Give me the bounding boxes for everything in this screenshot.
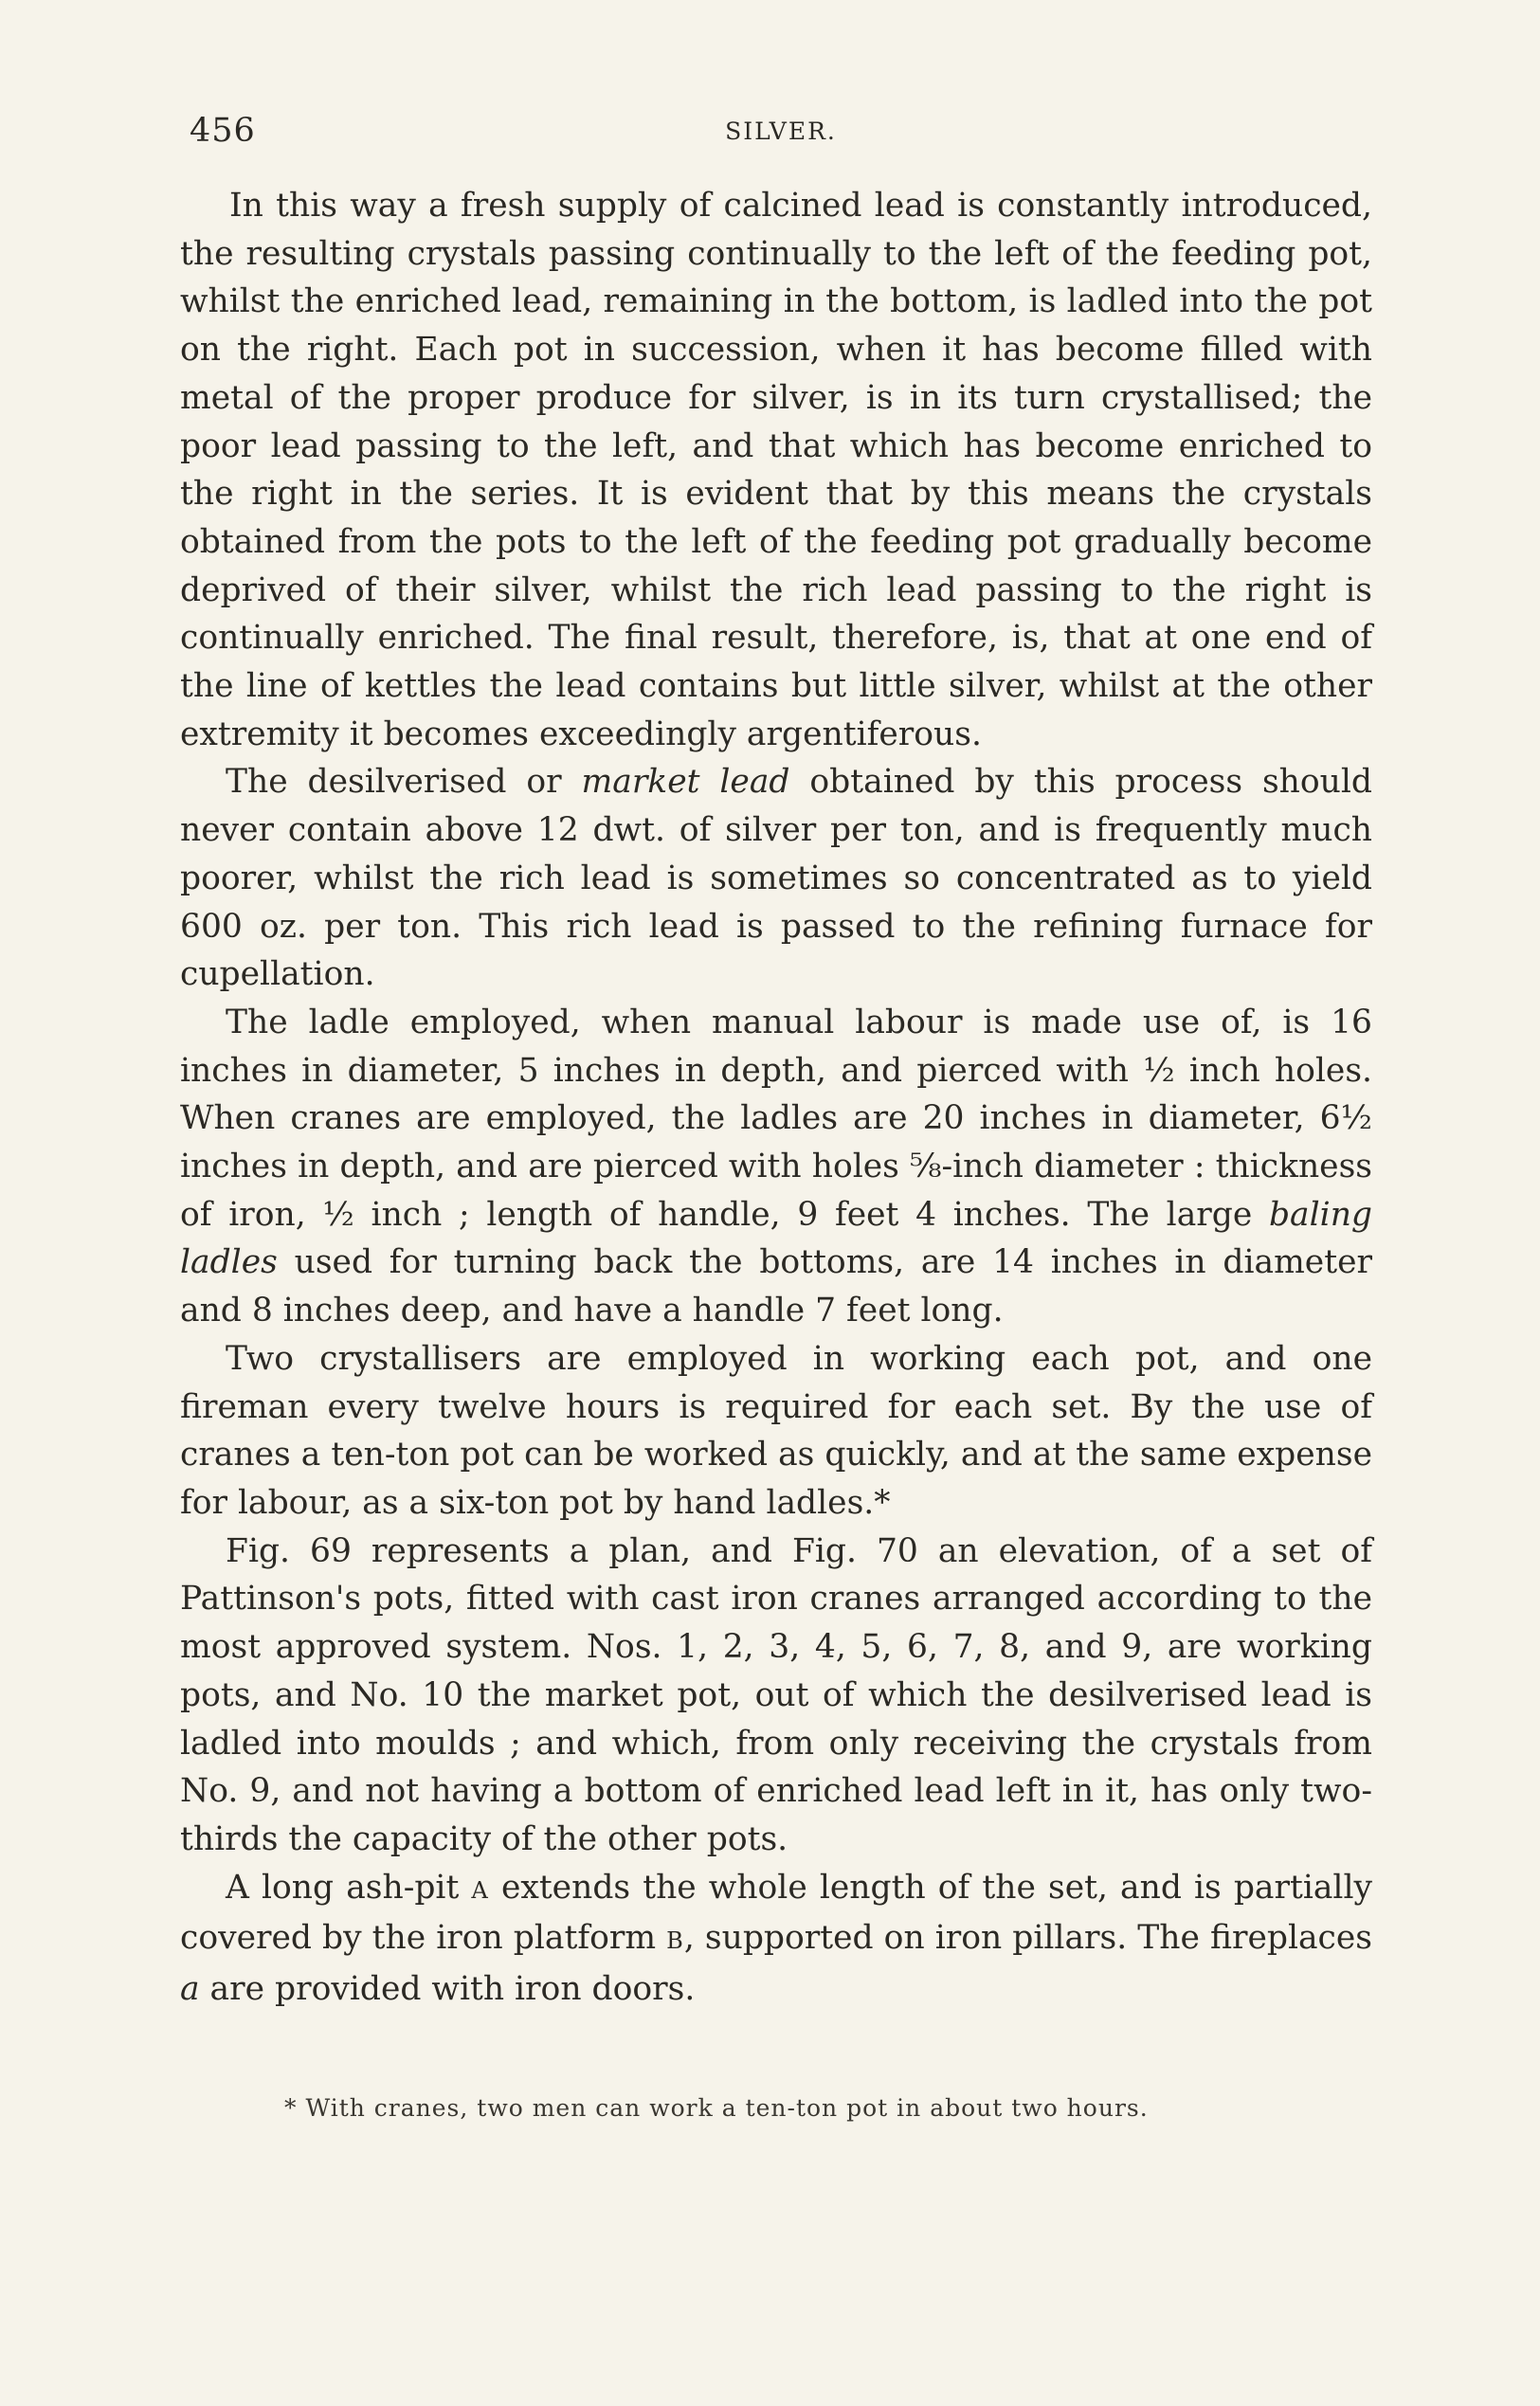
paragraph-4: Two crystallisers are employed in working each pot, and one fireman every twelve hours is required for each set. By the use of cranes a ten-ton pot can be worked as quickly, and at the same expense for labour, as a six-ton pot by hand ladles.* xyxy=(180,1339,1372,1522)
paragraph-5: Fig. 69 represents a plan, and Fig. 70 an elevation, of a set of Pattinson's pots, fitted with cast iron cranes arranged according to the most approved system. Nos. 1, 2, 3, 4, 5, 6, 7, 8, and 9, are working pots, and No. 10 the market pot, out of which the desilverised lead is ladled into moulds ; and which, from only receiving the crystals from No. 9, and not having a bottom of enriched lead left in it, has only two-thirds the capacity of the other pots. xyxy=(180,1531,1372,1858)
paragraph-1: In this way a fresh supply of calcined lead is constantly introduced, the resulting crystals passing continually to the left of the feeding pot, whilst the enriched lead, remaining in the bottom, is ladled into the pot on the right. Each pot in succession, when it has become filled with metal of the proper produce for silver, is in its turn crystallised; the poor lead passing to the left, and that which has become enriched to the right in the series. It is evident that by this means the crystals obtained from the pots to the left of the feeding pot gradually become deprived of their silver, whilst the rich lead passing to the right is continually enriched. The final result, therefore, is, that at one end of the line of kettles the lead contains but little silver, whilst at the other extremity it becomes exceedingly argentiferous. xyxy=(180,187,1372,753)
running-head: SILVER. xyxy=(725,118,837,145)
paragraph-3-italic-term: baling ladles xyxy=(180,1195,1372,1282)
page-header xyxy=(190,112,1372,159)
paragraph-2-end: obtained by this process should never contain above 12 dwt. of silver per ton, and is frequently much poorer, whilst the rich lead is sometimes so concentrated as to yield 600 oz. per ton. This rich lead is passed to the refining furnace for cupellation. xyxy=(180,763,1372,994)
footnote: * With cranes, two men can work a ten-ton pot in about two hours. xyxy=(284,2094,1149,2122)
paragraph-3 xyxy=(180,999,1372,1335)
paragraph-6 xyxy=(180,1864,1372,2014)
paragraph-3-end: used for turning back the bottoms, are 14 inches in diameter and 8 inches deep, and have a handle 7 feet long. xyxy=(180,1243,1372,1330)
body-text xyxy=(180,182,1372,2014)
platform-letter: B xyxy=(666,1927,684,1955)
paragraph-6-part-2: extends the whole length of the set, and is partially covered by the iron platform xyxy=(180,1868,1372,1958)
page-number: 456 xyxy=(190,112,256,150)
paragraph-6-part-1: A long ash-pit xyxy=(226,1868,472,1907)
paragraph-6-part-3: , supported on iron pillars. The fireplaces xyxy=(683,1919,1372,1958)
paragraph-6-part-4: are provided with iron doors. xyxy=(199,1970,696,2009)
ash-pit-letter: A xyxy=(471,1876,489,1904)
fireplace-letter: a xyxy=(180,1970,200,2009)
paragraph-2 xyxy=(180,758,1372,999)
paragraph-3-start: The ladle employed, when manual labour is made use of, is 16 inches in diameter, 5 inches in depth, and pierced with ½ inch holes. When cranes are employed, the ladles are 20 inches in diameter, 6½ inches in depth, and are pierced with holes ⅝-inch diameter : thickness of iron, ½ inch ; length of handle, 9 feet 4 inches. The large xyxy=(180,1003,1372,1234)
paragraph-2-start: The desilverised or xyxy=(226,763,582,802)
paragraph-2-italic-term: market lead xyxy=(581,763,790,802)
